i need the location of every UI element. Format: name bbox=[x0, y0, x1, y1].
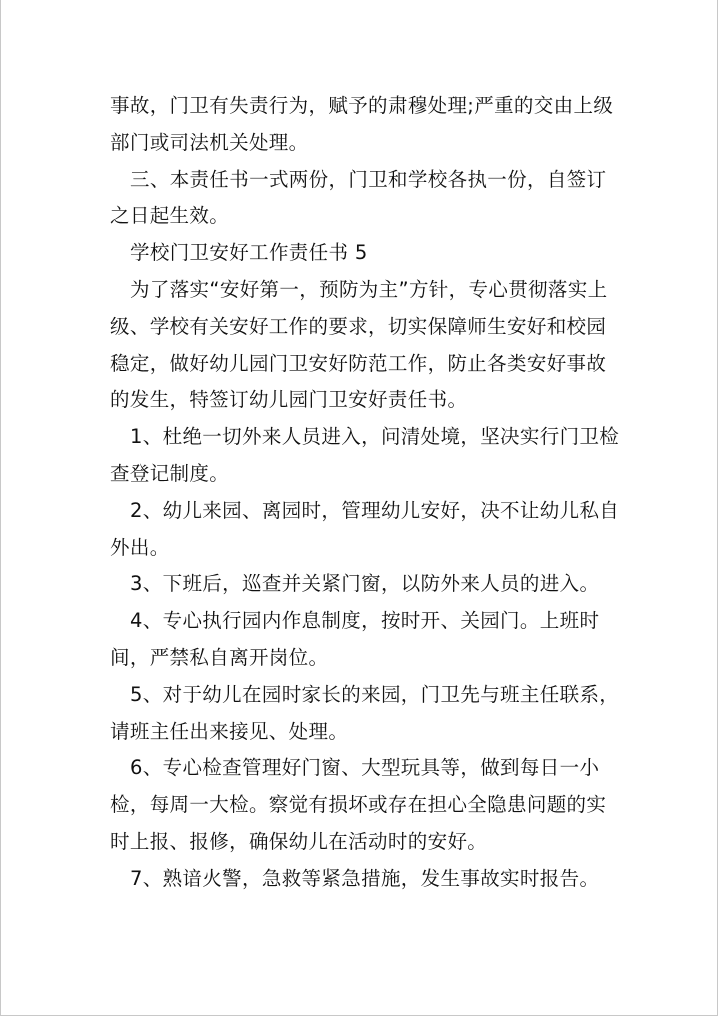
paragraph-intro: 为了落实“安好第一，预防为主”方针，专心贯彻落实上级、学校有关安好工作的要求，切实保障师生安好和校园稳定，做好幼儿园门卫安好防范工作，防止各类安好事故的发生，特签订幼儿园门卫安好责任书。 bbox=[110, 277, 608, 412]
list-item-2: 2、幼儿来园、离园时，管理幼儿安好，决不让幼儿私自外出。 bbox=[110, 498, 620, 559]
paragraph-continuation: 事故，门卫有失责行为，赋予的肃穆处理;严重的交由上级部门或司法机关处理。 bbox=[110, 94, 614, 154]
section-heading: 学校门卫安好工作责任书 5 bbox=[130, 241, 368, 265]
document-body bbox=[110, 88, 622, 898]
list-item-3: 3、下班后，巡查并关紧门窗，以防外来人员的进入。 bbox=[130, 572, 600, 596]
paragraph-clause-three: 三、本责任书一式两份，门卫和学校各执一份，自签订之日起生效。 bbox=[110, 167, 607, 228]
list-item-4: 4、专心执行园内作息制度，按时开、关园门。上班时间，严禁私自离开岗位。 bbox=[110, 609, 600, 669]
list-item-7: 7、熟谙火警，急救等紧急措施，发生事故实时报告。 bbox=[130, 866, 600, 890]
list-item-1: 1、杜绝一切外来人员进入，问清处境，坚决实行门卫检查登记制度。 bbox=[110, 425, 620, 485]
list-item-5: 5、对于幼儿在园时家长的来园，门卫先与班主任联系，请班主任出来接见、处理。 bbox=[110, 682, 620, 743]
list-item-6: 6、专心检查管理好门窗、大型玩具等，做到每日一小检，每周一大检。察觉有损坏或存在担心全隐患问题的实时上报、报修，确保幼儿在活动时的安好。 bbox=[110, 756, 607, 853]
